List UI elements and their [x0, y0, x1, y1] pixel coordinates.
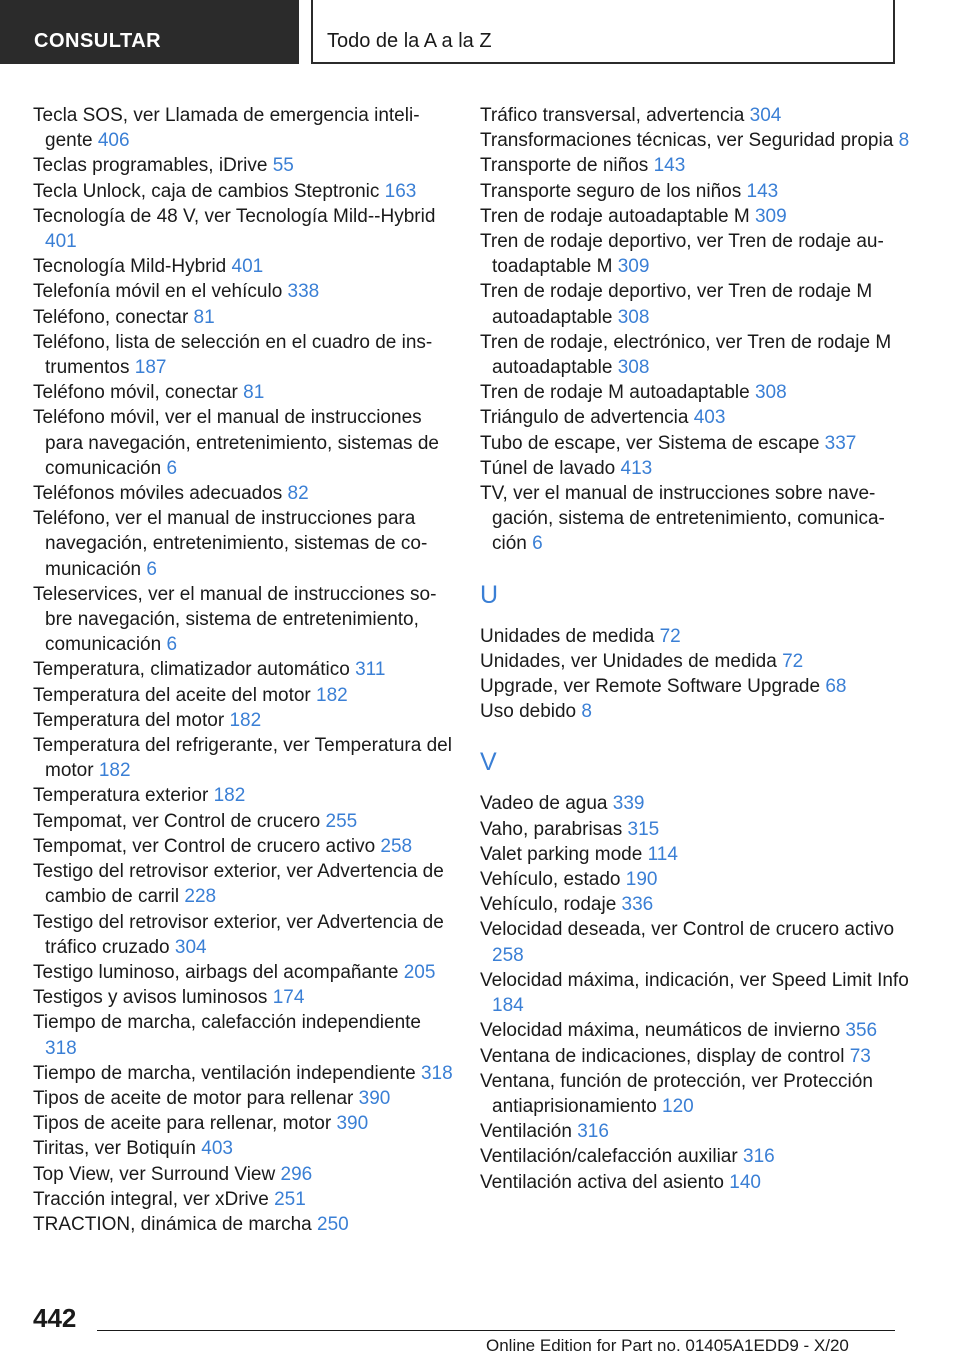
page-reference-link[interactable]: 187: [134, 357, 167, 379]
index-entry: [480, 229, 910, 279]
index-entry: [33, 405, 453, 481]
index-entry: [33, 582, 453, 658]
index-entry-text: Transformaciones técnicas, ver Seguridad propia: [480, 130, 894, 152]
page-reference-link[interactable]: 403: [201, 1138, 233, 1160]
index-entry-text: Valet parking mode: [480, 843, 643, 865]
index-entry: [33, 1086, 453, 1111]
index-entry: [33, 985, 453, 1010]
index-entry-text: Ventana de indicaciones, display de control: [480, 1045, 845, 1067]
index-entry-text: Testigo del retrovisor exterior, ver Advertencia de cambio de carril: [33, 861, 444, 908]
index-entry-text: Teléfono, ver el manual de instrucciones para navegación, entretenimiento, sistemas de comunicación: [33, 508, 428, 580]
page-reference-link[interactable]: 163: [384, 180, 417, 202]
index-entry-text: Tiempo de marcha, calefacción independiente: [33, 1012, 421, 1034]
index-entry-text: Tren de rodaje, electrónico, ver Tren de rodaje M autoadaptable: [480, 331, 892, 379]
page-reference-link[interactable]: 182: [213, 785, 246, 807]
index-entry-text: Vadeo de agua: [480, 793, 608, 815]
index-entry: [480, 456, 910, 481]
index-entry: [480, 917, 910, 967]
index-entry-text: Ventilación: [480, 1121, 572, 1143]
page-reference-link[interactable]: 174: [272, 987, 305, 1009]
page-reference-link[interactable]: 316: [743, 1146, 775, 1168]
page-reference-link[interactable]: 143: [653, 155, 686, 177]
index-entry-text: Túnel de lavado: [480, 457, 616, 479]
page-reference-link[interactable]: 258: [492, 944, 524, 966]
page-reference-link[interactable]: 308: [754, 382, 787, 404]
index-entry-text: Transporte de niños: [480, 155, 649, 177]
index-entry-text: Teléfono, conectar: [33, 306, 189, 328]
index-entry-text: Teléfono, lista de selección en el cuadro de instrumentos: [33, 331, 433, 379]
index-entry: [480, 1069, 910, 1119]
index-entry-text: Ventilación/calefacción auxiliar: [480, 1146, 738, 1168]
index-group-v: [480, 791, 910, 1194]
index-entry: [33, 859, 453, 909]
index-entry: [480, 380, 910, 405]
index-entry: [480, 699, 910, 724]
index-entry: [480, 279, 910, 329]
index-entry-text: Teléfono móvil, ver el manual de instrucciones para navegación, entretenimiento, sistemas de comunicación: [33, 407, 439, 479]
page-reference-link[interactable]: 304: [749, 105, 782, 126]
index-entry-text: Vaho, parabrisas: [480, 818, 623, 840]
index-entry: [480, 674, 910, 699]
index-entry: [480, 842, 910, 867]
index-entry: [480, 153, 910, 178]
page-reference-link[interactable]: 6: [532, 533, 543, 555]
page-reference-link[interactable]: 140: [729, 1171, 761, 1193]
page-reference-link[interactable]: 182: [229, 709, 262, 731]
page-reference-link[interactable]: 72: [659, 625, 681, 647]
page-reference-link[interactable]: 250: [317, 1213, 349, 1235]
page-reference-link[interactable]: 336: [621, 894, 654, 916]
page-reference-link[interactable]: 205: [403, 961, 436, 983]
index-entry: [33, 254, 453, 279]
index-entry-text: Top View, ver Surround View: [33, 1163, 276, 1185]
page-reference-link[interactable]: 114: [647, 843, 678, 865]
index-entry-text: Teléfono móvil, conectar: [33, 382, 238, 404]
page-reference-link[interactable]: 390: [336, 1113, 369, 1135]
page-reference-link[interactable]: 251: [274, 1188, 306, 1210]
page-reference-link[interactable]: 68: [825, 676, 847, 698]
page-reference-link[interactable]: 258: [380, 835, 413, 857]
page-reference-link[interactable]: 356: [845, 1020, 878, 1042]
index-entry: [480, 179, 910, 204]
index-entry: [480, 431, 910, 456]
index-entry-text: Velocidad deseada, ver Control de crucero activo: [480, 919, 895, 941]
page-reference-link[interactable]: 318: [45, 1037, 77, 1059]
index-entry-text: Tren de rodaje autoadaptable M: [480, 205, 750, 227]
index-entry: [33, 305, 453, 330]
index-entry: [33, 103, 453, 153]
page-reference-link[interactable]: 308: [617, 306, 650, 328]
index-entry-text: Teclas programables, iDrive: [33, 155, 268, 177]
index-entry-text: Tecnología de 48 V, ver Tecnología Mild-‑Hybrid: [33, 205, 436, 227]
index-entry: [480, 867, 910, 892]
edition-footer: Online Edition for Part no. 01405A1EDD9 - X/20: [486, 1336, 849, 1355]
index-entry: [480, 791, 910, 816]
index-entry-text: Velocidad máxima, indicación, ver Speed Limit Info: [480, 969, 909, 991]
page-reference-link[interactable]: 72: [782, 650, 804, 672]
index-entry: [480, 1144, 910, 1169]
index-entry-text: Triángulo de advertencia: [480, 407, 689, 429]
page-number: 442: [33, 1303, 77, 1333]
index-entry-text: TRACTION, dinámica de marcha: [33, 1213, 312, 1235]
index-entry: [33, 481, 453, 506]
index-entry: [480, 128, 910, 153]
index-entry-text: Tren de rodaje M autoadaptable: [480, 382, 750, 404]
index-entry: [33, 708, 453, 733]
page-reference-link[interactable]: 339: [612, 793, 645, 815]
page-reference-link[interactable]: 296: [280, 1163, 313, 1185]
page-reference-link[interactable]: 228: [184, 886, 217, 908]
page-reference-link[interactable]: 73: [849, 1045, 871, 1067]
page-reference-link[interactable]: 6: [166, 457, 178, 479]
index-entry-text: Temperatura del motor: [33, 709, 225, 731]
index-entry: [33, 1061, 453, 1086]
index-entry: [33, 279, 453, 304]
index-entry: [33, 1111, 453, 1136]
index-entry: [33, 1162, 453, 1187]
index-entry-text: Testigo del retrovisor exterior, ver Advertencia de tráfico cruzado: [33, 911, 444, 958]
index-entry-text: Tecla SOS, ver Llamada de emergencia inteligente: [33, 105, 420, 152]
index-entry-text: Uso debido: [480, 701, 577, 723]
page-reference-link[interactable]: 6: [146, 558, 157, 580]
index-entry-text: Temperatura exterior: [33, 785, 209, 807]
index-entry-text: Tubo de escape, ver Sistema de escape: [480, 432, 820, 454]
page-reference-link[interactable]: 309: [754, 205, 787, 227]
index-entry-text: Teleservices, ver el manual de instrucciones sobre navegación, sistema de entretenimiento, comunicación: [33, 583, 437, 656]
index-entry-text: Tráfico transversal, advertencia: [480, 105, 745, 126]
index-entry-text: Testigo luminoso, airbags del acompañante: [33, 961, 399, 983]
index-entry: [33, 204, 453, 254]
page-reference-link[interactable]: 81: [243, 382, 265, 404]
page-reference-link[interactable]: 406: [97, 130, 130, 152]
index-entry: [33, 1187, 453, 1212]
index-entry-text: Transporte seguro de los niños: [480, 180, 742, 202]
index-entry-text: Vehículo, rodaje: [480, 894, 617, 916]
index-group-u: [480, 624, 910, 725]
page-reference-link[interactable]: 81: [193, 306, 215, 328]
page-reference-link[interactable]: 390: [358, 1087, 391, 1109]
index-entry-text: Tiritas, ver Botiquín: [33, 1138, 196, 1160]
index-entry-text: Unidades de medida: [480, 625, 655, 647]
index-entry: [480, 103, 910, 128]
index-entry-text: Temperatura del refrigerante, ver Temperatura del motor: [33, 735, 452, 782]
page-reference-link[interactable]: 337: [824, 432, 857, 454]
index-entry: [480, 817, 910, 842]
index-entry-text: Tecnología Mild-Hybrid: [33, 256, 227, 278]
index-entry-text: Tecla Unlock, caja de cambios Steptronic: [33, 180, 380, 202]
index-entry: [33, 783, 453, 808]
index-entry: [33, 683, 453, 708]
index-entry: [480, 204, 910, 229]
index-entry: [33, 657, 453, 682]
page-reference-link[interactable]: 401: [45, 231, 77, 253]
page-reference-link[interactable]: 182: [316, 684, 348, 706]
page-reference-link[interactable]: 413: [620, 457, 653, 479]
index-entry: [33, 1136, 453, 1161]
index-entry-text: Telefonía móvil en el vehículo: [33, 281, 283, 303]
page-reference-link[interactable]: 318: [420, 1062, 453, 1084]
index-entry: [480, 624, 910, 649]
index-entry: [480, 1170, 910, 1195]
page-reference-link[interactable]: 304: [174, 936, 207, 958]
page-reference-link[interactable]: 55: [272, 155, 294, 177]
page-reference-link[interactable]: 143: [746, 180, 779, 202]
index-entry: [33, 179, 453, 204]
page-reference-link[interactable]: 308: [617, 357, 650, 379]
index-entry-text: Tren de rodaje deportivo, ver Tren de rodaje M autoadaptable: [480, 281, 873, 328]
index-entry-text: Tipos de aceite para rellenar, motor: [33, 1113, 332, 1135]
index-entry: [33, 330, 453, 380]
page-reference-link[interactable]: 315: [627, 818, 660, 840]
index-entry-text: Tracción integral, ver xDrive: [33, 1188, 269, 1210]
index-entry-text: Tipos de aceite de motor para rellenar: [33, 1087, 354, 1109]
page-reference-link[interactable]: 401: [231, 256, 264, 278]
page-reference-link[interactable]: 255: [325, 810, 358, 832]
index-entry: [33, 380, 453, 405]
index-entry-text: TV, ver el manual de instrucciones sobre navegación, sistema de entretenimiento, comunicación: [480, 483, 885, 555]
page-reference-link[interactable]: 6: [166, 634, 178, 656]
index-entry: [33, 960, 453, 985]
index-entry: [480, 1018, 910, 1043]
index-entry-text: Teléfonos móviles adecuados: [33, 483, 283, 505]
index-entry-text: Upgrade, ver Remote Software Upgrade: [480, 676, 821, 698]
index-entry: [33, 1212, 453, 1237]
index-group-t: [480, 103, 910, 557]
page-reference-link[interactable]: 338: [287, 281, 320, 303]
index-entry-text: Ventilación activa del asiento: [480, 1171, 724, 1193]
index-entry-text: Tren de rodaje deportivo, ver Tren de rodaje autoadaptable M: [480, 231, 884, 278]
index-entry-text: Tiempo de marcha, ventilación independiente: [33, 1062, 416, 1084]
index-entry: [480, 1044, 910, 1069]
index-entry-text: Unidades, ver Unidades de medida: [480, 650, 777, 672]
index-entry: [480, 405, 910, 430]
index-entry: [480, 968, 910, 1018]
index-entry: [480, 892, 910, 917]
page-reference-link[interactable]: 120: [662, 1095, 694, 1117]
index-entry: [480, 649, 910, 674]
page-reference-link[interactable]: 309: [617, 256, 650, 278]
index-entry-text: Temperatura, climatizador automático: [33, 659, 350, 681]
index-entry: [33, 834, 453, 859]
index-column-right: [480, 103, 910, 1195]
page-reference-link[interactable]: 403: [693, 407, 726, 429]
page-reference-link[interactable]: 8: [581, 701, 592, 723]
index-entry: [480, 1119, 910, 1144]
page-reference-link[interactable]: 182: [98, 760, 131, 782]
index-entry: [33, 1010, 453, 1060]
index-entry: [33, 910, 453, 960]
index-entry: [33, 506, 453, 582]
chapter-title: Todo de la A a la Z: [327, 30, 492, 52]
index-entry-text: Temperatura del aceite del motor: [33, 684, 311, 706]
index-entry: [33, 733, 453, 783]
index-entry: [33, 153, 453, 178]
section-tab: [0, 0, 299, 64]
index-entry-text: Velocidad máxima, neumáticos de invierno: [480, 1020, 841, 1042]
index-entry: [480, 481, 910, 557]
page-reference-link[interactable]: 190: [625, 869, 658, 891]
page-reference-link[interactable]: 184: [492, 995, 524, 1017]
index-entry: [33, 809, 453, 834]
page-reference-link[interactable]: 311: [355, 659, 386, 681]
index-entry-text: Tempomat, ver Control de crucero: [33, 810, 321, 832]
index-entry: [480, 330, 910, 380]
section-label: CONSULTAR: [34, 30, 162, 52]
index-entry-text: Vehículo, estado: [480, 869, 621, 891]
page-reference-link[interactable]: 316: [577, 1121, 609, 1143]
index-column-left: [33, 103, 453, 1237]
section-heading-u: U: [480, 580, 499, 609]
page-reference-link[interactable]: 82: [287, 483, 309, 505]
chapter-header: [311, 0, 895, 64]
page-reference-link[interactable]: 8: [898, 130, 910, 152]
index-entry-text: Ventana, función de protección, ver Protección antiaprisionamiento: [480, 1070, 873, 1117]
index-entry-text: Tempomat, ver Control de crucero activo: [33, 835, 376, 857]
footer-rule: [97, 1330, 895, 1331]
index-entry-text: Testigos y avisos luminosos: [33, 987, 268, 1009]
section-heading-v: V: [480, 748, 497, 777]
